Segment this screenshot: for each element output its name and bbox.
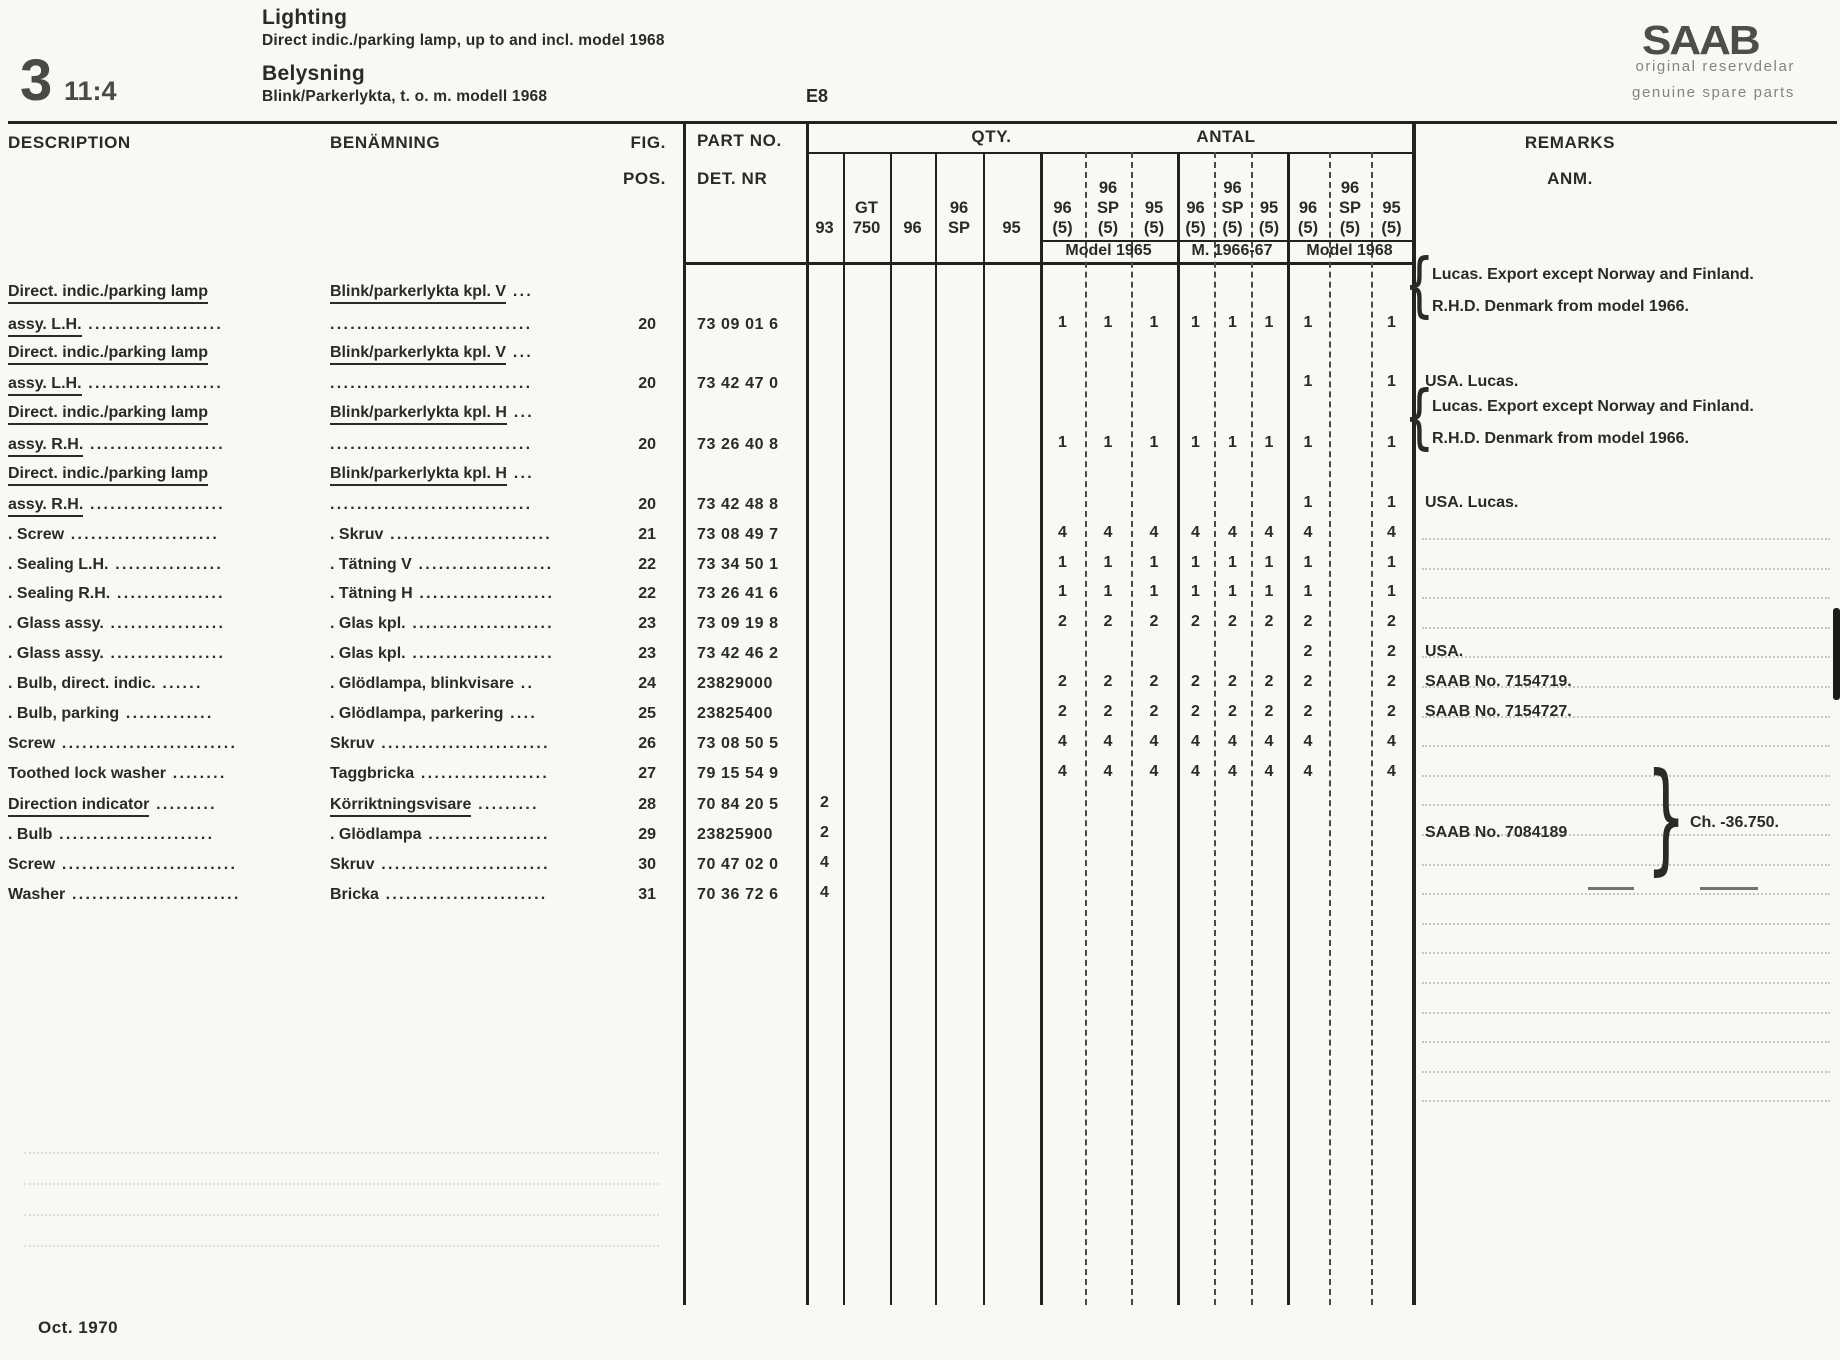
remarks-dotted-rule [1422,1100,1830,1102]
part-no-cell: 70 47 02 0 [697,856,779,873]
qty-cell: 2 [1387,703,1396,720]
remarks-dotted-rule [1422,923,1830,925]
scan-dotted-rule [24,1183,659,1185]
part-no-cell: 23825400 [697,705,773,722]
qty-cell: 2 [1228,703,1237,720]
benamning-cell: . Glödlampa, parkering .... [330,705,538,722]
scan-edge-artifact [1833,608,1840,700]
qty-cell: 1 [1103,434,1113,451]
description-cell: . Glass assy. ................. [8,615,226,632]
qty-cell: 1 [1387,373,1396,390]
description-cell: assy. L.H. .................... [8,314,338,337]
benamning-cell: . Tätning H .................... [330,585,555,602]
qty-column-header: 95 [1002,219,1021,237]
qty-column-header: 96 [903,219,922,237]
scan-dotted-rule [24,1214,659,1216]
qty-cell: 4 [1149,763,1159,780]
qty-cell: 1 [1149,314,1159,331]
benamning-cell: . Glödlampa .................. [330,826,550,843]
remarks-dotted-rule [1422,893,1830,895]
remark-cell: R.H.D. Denmark from model 1966. [1432,298,1689,315]
part-no-cell: 79 15 54 9 [697,765,779,782]
qty-cell: 4 [1228,733,1237,750]
qty-cell: 2 [1149,673,1159,690]
remarks-dotted-rule [1422,597,1830,599]
table-rule-horizontal [8,121,1837,124]
qty-cell: 2 [1191,673,1200,690]
part-no-cell: 23829000 [697,675,773,692]
anm-column-header: ANM. [1547,169,1593,188]
qty-cell: 2 [1149,613,1159,630]
model-year-group-header: Model 1965 [1065,242,1152,259]
qty-column-header: 96 (5) [1297,199,1319,237]
description-cell: Direct. indic./parking lamp [8,342,338,365]
table-rule-vertical [935,152,937,1305]
logo-tagline-swedish: original reservdelar [1635,58,1795,75]
qty-column-header: 95 (5) [1258,199,1280,237]
subtitle-swedish: Blink/Parkerlykta, t. o. m. modell 1968 [262,88,548,105]
qty-cell: 2 [1264,673,1274,690]
benamning-cell: Blink/parkerlykta kpl. H ... [330,463,630,486]
fig-column-header: FIG. [630,133,666,152]
qty-cell: 4 [1387,524,1396,541]
description-cell: Direct. indic./parking lamp [8,463,338,486]
qty-column-header: 96 SP (5) [1338,179,1361,237]
table-rule-vertical [890,152,892,1305]
qty-cell: 1 [1303,314,1313,331]
part-no-cell: 70 84 20 5 [697,796,779,813]
fig-pos-cell: 20 [638,375,656,392]
scan-dash-mark [1588,887,1634,890]
qty-column-header: 96 (5) [1185,199,1206,237]
part-no-cell: 73 42 46 2 [697,645,779,662]
qty-cell: 1 [1103,583,1113,600]
remarks-dotted-rule [1422,568,1830,570]
remark-cell: SAAB No. 7154719. [1425,673,1572,690]
benamning-cell: Blink/parkerlykta kpl. H ... [330,402,630,425]
qty-cell: 4 [1387,763,1396,780]
remarks-column-header: REMARKS [1524,133,1616,152]
remark-cell: USA. Lucas. [1425,373,1519,390]
description-cell: Direct. indic./parking lamp [8,402,338,425]
description-cell: Toothed lock washer ........ [8,765,227,782]
description-cell: . Sealing R.H. ................ [8,585,225,602]
title-english: Lighting [262,6,348,29]
qty-cell: 1 [1264,554,1274,571]
qty-cell: 1 [1228,583,1237,600]
qty-cell: 4 [1228,763,1237,780]
det-nr-column-header: DET. NR [697,169,768,188]
qty-cell: 2 [1149,703,1159,720]
part-no-cell: 70 36 72 6 [697,886,779,903]
saab-logo: SAAB [1642,18,1759,64]
qty-cell: 1 [1149,583,1159,600]
fig-pos-cell: 26 [638,735,656,752]
remarks-dotted-rule [1422,982,1830,984]
qty-cell: 4 [1058,524,1067,541]
table-rule-vertical [683,121,686,1305]
qty-cell: 2 [820,824,829,841]
description-cell: . Glass assy. ................. [8,645,226,662]
qty-cell: 4 [1228,524,1237,541]
qty-cell: 4 [1103,763,1113,780]
qty-cell: 1 [1303,494,1313,511]
part-no-cell: 73 26 41 6 [697,585,779,602]
qty-cell: 1 [1191,583,1200,600]
description-cell: . Bulb, parking ............. [8,705,214,722]
benamning-column-header: BENÄMNING [330,133,441,152]
footer-date: Oct. 1970 [38,1318,119,1337]
remarks-dotted-rule [1422,1041,1830,1043]
scan-dotted-rule [24,1245,659,1247]
qty-cell: 2 [1303,613,1313,630]
qty-cell: 1 [1303,434,1313,451]
title-swedish: Belysning [262,62,366,85]
part-no-cell: 73 09 01 6 [697,316,779,333]
benamning-cell: Skruv ......................... [330,735,550,752]
qty-cell: 2 [1303,703,1313,720]
qty-cell: 1 [1387,434,1396,451]
logo-tagline-english: genuine spare parts [1632,84,1795,101]
qty-cell: 4 [1058,733,1067,750]
qty-cell: 4 [1303,763,1313,780]
description-cell: . Bulb, direct. indic. ...... [8,675,203,692]
description-cell: . Sealing L.H. ................ [8,556,224,573]
qty-column-header: 93 [815,219,834,237]
qty-cell: 2 [1228,673,1237,690]
qty-column-header: GT 750 [852,199,881,237]
antal-header: ANTAL [1196,127,1256,146]
remark-cell: R.H.D. Denmark from model 1966. [1432,430,1689,447]
qty-cell: 4 [1103,733,1113,750]
benamning-cell: .............................. [330,375,533,392]
benamning-cell: . Glödlampa, blinkvisare .. [330,675,535,692]
fig-pos-cell: 27 [638,765,656,782]
qty-cell: 1 [1149,434,1159,451]
qty-cell: 1 [1303,583,1313,600]
pos-column-header: POS. [622,169,666,188]
remark-cell: Lucas. Export except Norway and Finland. [1432,398,1754,415]
qty-cell: 4 [1058,763,1067,780]
qty-cell: 4 [1191,524,1200,541]
remark-cell: USA. Lucas. [1425,494,1519,511]
part-no-cell: 23825900 [697,826,773,843]
fig-pos-cell: 30 [638,856,656,873]
qty-cell: 1 [1058,314,1067,331]
qty-cell: 1 [1149,554,1159,571]
scan-dash-mark [1700,887,1758,890]
fig-pos-cell: 25 [638,705,656,722]
description-cell: assy. R.H. .................... [8,434,338,457]
qty-cell: 4 [1149,733,1159,750]
qty-cell: 4 [1387,733,1396,750]
part-no-cell: 73 34 50 1 [697,556,779,573]
remarks-dotted-rule [1422,952,1830,954]
remarks-dotted-rule [1422,716,1830,718]
part-no-cell: 73 08 50 5 [697,735,779,752]
benamning-cell: . Skruv ........................ [330,526,552,543]
scan-dotted-rule [24,1152,659,1154]
benamning-cell: Blink/parkerlykta kpl. V ... [330,281,630,304]
qty-cell: 2 [1264,703,1274,720]
qty-cell: 1 [1228,314,1237,331]
fig-pos-cell: 24 [638,675,656,692]
table-rule-vertical [983,152,985,1305]
table-rule-horizontal [683,262,1412,265]
subtitle-english: Direct indic./parking lamp, up to and incl. model 1968 [262,32,665,49]
qty-column-header: 96 SP [947,199,970,237]
qty-cell: 1 [1303,373,1313,390]
qty-column-header: 95 (5) [1143,199,1165,237]
remark-cell: USA. [1425,643,1464,660]
benamning-cell: Bricka ........................ [330,886,548,903]
benamning-cell: Skruv ......................... [330,856,550,873]
fig-pos-cell: 28 [638,796,656,813]
qty-cell: 1 [1303,554,1313,571]
qty-cell: 2 [1387,673,1396,690]
description-cell: assy. R.H. .................... [8,494,338,517]
qty-cell: 1 [1228,434,1237,451]
fig-pos-cell: 22 [638,556,656,573]
chassis-note: Ch. -36.750. [1690,814,1779,831]
remarks-dotted-rule [1422,804,1830,806]
qty-cell: 1 [1191,434,1200,451]
fig-pos-cell: 31 [638,886,656,903]
description-column-header: DESCRIPTION [8,133,131,152]
qty-cell: 4 [820,854,829,871]
qty-cell: 1 [1387,554,1396,571]
qty-cell: 1 [1387,494,1396,511]
description-cell: . Screw ...................... [8,526,220,543]
qty-column-header: 95 (5) [1381,199,1402,237]
fig-pos-cell: 20 [638,316,656,333]
part-no-cell: 73 09 19 8 [697,615,779,632]
qty-cell: 4 [1303,524,1313,541]
remarks-dotted-rule [1422,1071,1830,1073]
description-cell: Direction indicator ......... [8,794,338,817]
remark-brace-left: { [1404,244,1435,326]
remark-brace-left: { [1404,376,1435,458]
qty-cell: 2 [1228,613,1237,630]
qty-cell: 4 [1264,733,1274,750]
remarks-dotted-rule [1422,686,1830,688]
description-cell: assy. L.H. .................... [8,373,338,396]
qty-cell: 2 [1191,613,1200,630]
qty-cell: 2 [1303,673,1313,690]
table-rule-vertical-dashed [1329,152,1331,1305]
part-no-column-header: PART NO. [697,131,782,150]
part-no-cell: 73 42 47 0 [697,375,779,392]
benamning-cell: . Glas kpl. ..................... [330,615,554,632]
qty-cell: 1 [1103,554,1113,571]
description-cell: Direct. indic./parking lamp [8,281,338,304]
section-number: 3 [20,48,53,113]
fig-pos-cell: 20 [638,436,656,453]
qty-cell: 1 [1264,583,1274,600]
benamning-cell: .............................. [330,496,533,513]
qty-column-header: 96 SP (5) [1096,179,1119,237]
fig-pos-cell: 29 [638,826,656,843]
part-no-cell: 73 26 40 8 [697,436,779,453]
description-cell: Washer ......................... [8,886,241,903]
qty-cell: 4 [1191,733,1200,750]
qty-cell: 2 [1303,643,1313,660]
part-no-cell: 73 08 49 7 [697,526,779,543]
remarks-dotted-rule [1422,538,1830,540]
qty-column-header: 96 SP (5) [1221,179,1244,237]
remark-cell: SAAB No. 7154727. [1425,703,1572,720]
qty-cell: 2 [1058,613,1067,630]
remarks-dotted-rule [1422,627,1830,629]
benamning-cell: . Glas kpl. ..................... [330,645,554,662]
qty-cell: 1 [1058,554,1067,571]
remark-cell: Lucas. Export except Norway and Finland. [1432,266,1754,283]
qty-header: QTY. [971,127,1012,146]
page-code: E8 [806,86,829,106]
qty-cell: 1 [1228,554,1237,571]
qty-cell: 2 [1058,673,1067,690]
qty-cell: 2 [1191,703,1200,720]
qty-cell: 2 [1387,643,1396,660]
qty-cell: 1 [1387,314,1396,331]
benamning-cell: Blink/parkerlykta kpl. V ... [330,342,630,365]
qty-cell: 2 [1103,673,1113,690]
qty-cell: 1 [1058,583,1067,600]
description-cell: Screw .......................... [8,735,238,752]
remarks-dotted-rule [1422,656,1830,658]
benamning-cell: . Tätning V .................... [330,556,554,573]
benamning-cell: Körriktningsvisare ......... [330,794,630,817]
qty-cell: 1 [1191,314,1200,331]
qty-cell: 1 [1058,434,1067,451]
qty-cell: 2 [1103,703,1113,720]
table-rule-horizontal [806,152,1412,154]
qty-cell: 4 [1303,733,1313,750]
qty-cell: 1 [1264,314,1274,331]
chassis-note-brace-right: } [1646,747,1687,888]
remarks-dotted-rule [1422,745,1830,747]
benamning-cell: .............................. [330,436,533,453]
qty-cell: 1 [1264,434,1274,451]
qty-column-header: 96 (5) [1052,199,1073,237]
qty-cell: 4 [1264,524,1274,541]
remarks-dotted-rule [1422,1012,1830,1014]
qty-cell: 2 [1103,613,1113,630]
fig-pos-cell: 23 [638,615,656,632]
fig-pos-cell: 22 [638,585,656,602]
remarks-dotted-rule [1422,864,1830,866]
description-cell: Screw .......................... [8,856,238,873]
fig-pos-cell: 23 [638,645,656,662]
remark-cell: SAAB No. 7084189 [1425,824,1568,841]
table-rule-vertical [843,152,845,1305]
qty-cell: 4 [1264,763,1274,780]
qty-cell: 4 [1191,763,1200,780]
qty-cell: 2 [1058,703,1067,720]
model-year-group-header: Model 1968 [1306,242,1393,259]
qty-cell: 2 [1264,613,1274,630]
section-reference: 11:4 [64,76,117,106]
qty-cell: 2 [1387,613,1396,630]
qty-cell: 1 [1191,554,1200,571]
remarks-dotted-rule [1422,775,1830,777]
benamning-cell: .............................. [330,316,533,333]
fig-pos-cell: 21 [638,526,656,543]
qty-cell: 1 [1103,314,1113,331]
remarks-dotted-rule [1422,834,1830,836]
part-no-cell: 73 42 48 8 [697,496,779,513]
model-year-group-header: M. 1966-67 [1191,242,1273,259]
qty-cell: 4 [1149,524,1159,541]
fig-pos-cell: 20 [638,496,656,513]
qty-cell: 4 [820,884,829,901]
benamning-cell: Taggbricka ................... [330,765,550,782]
description-cell: . Bulb ....................... [8,826,215,843]
qty-cell: 4 [1103,524,1113,541]
qty-cell: 1 [1387,583,1396,600]
qty-cell: 2 [820,794,829,811]
